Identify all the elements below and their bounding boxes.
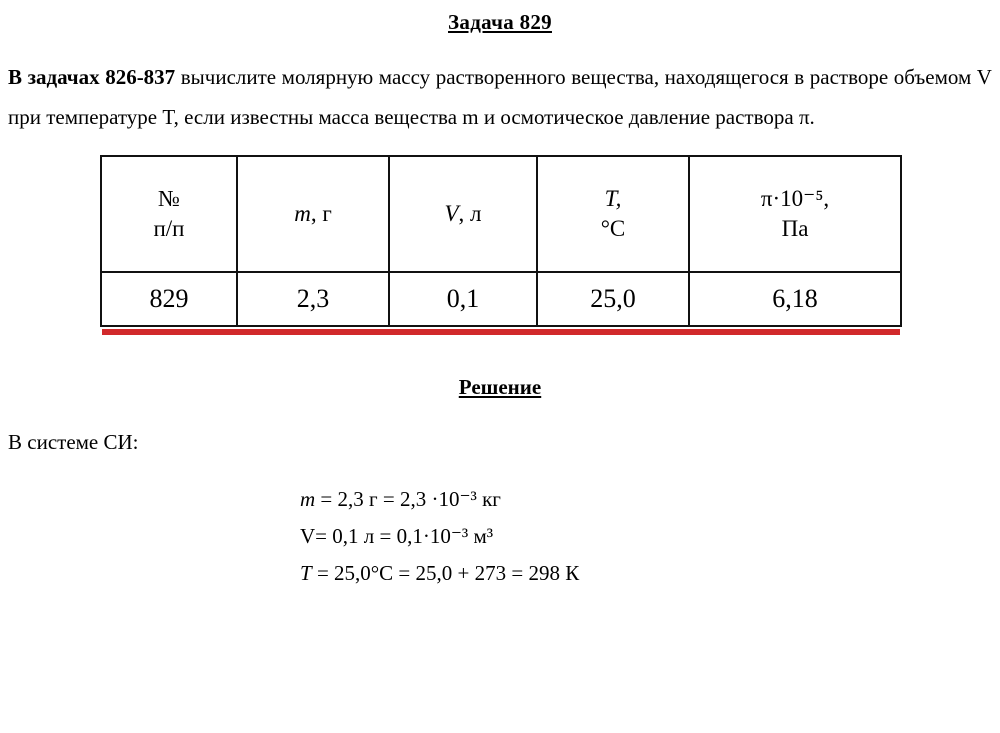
data-table <box>100 155 902 327</box>
formula-symbol: T <box>300 561 312 585</box>
formula-line <box>300 555 1000 592</box>
header-number-line1: № <box>158 186 180 211</box>
header-volume-symbol: V <box>444 201 459 226</box>
table-row <box>101 272 901 326</box>
intro-lead: В задачах 826-837 <box>8 65 176 89</box>
header-temperature-line1: T, <box>604 186 622 211</box>
table-header-cell-mass <box>237 156 389 272</box>
red-underline-marker <box>102 329 900 335</box>
header-pressure-line1: π·10⁻⁵, <box>760 186 830 211</box>
header-volume-unit: , л <box>458 201 482 226</box>
solution-heading: Решение <box>458 375 542 399</box>
formula-text: V= 0,1 л = 0,1·10⁻³ м³ <box>300 524 494 548</box>
header-number-line2: п/п <box>153 216 185 241</box>
cell-temperature: 25,0 <box>537 272 689 326</box>
page-title: Задача 829 <box>448 10 552 34</box>
formula-text: = 2,3 г = 2,3 ·10⁻³ кг <box>315 487 501 511</box>
cell-mass: 2,3 <box>237 272 389 326</box>
table-header-row <box>101 156 901 272</box>
header-temperature-line2: °C <box>600 216 626 241</box>
formula-line <box>300 481 1000 518</box>
table-header-cell-pressure <box>689 156 901 272</box>
table-header-cell-temperature <box>537 156 689 272</box>
data-table-wrapper <box>100 155 900 327</box>
table-header-cell-number <box>101 156 237 272</box>
formula-text: = 25,0°C = 25,0 + 273 = 298 К <box>311 561 580 585</box>
cell-volume: 0,1 <box>389 272 537 326</box>
formula-block <box>300 481 1000 592</box>
intro-rest: вычислите молярную массу растворенного вещества, находящегося в растворе объемом V при температуре T, если известны масса вещества m и осмотическое давление раствора π. <box>8 65 992 129</box>
header-pressure-line2: Па <box>781 216 809 241</box>
formula-line <box>300 518 1000 555</box>
formula-symbol: m <box>300 487 316 511</box>
intro-paragraph <box>8 57 992 137</box>
header-mass-symbol: m <box>294 201 311 226</box>
cell-pressure: 6,18 <box>689 272 901 326</box>
header-mass-unit: , г <box>310 201 332 226</box>
si-system-label: В системе СИ: <box>8 430 139 454</box>
cell-number: 829 <box>101 272 237 326</box>
table-header-cell-volume <box>389 156 537 272</box>
document-page <box>0 10 1000 733</box>
